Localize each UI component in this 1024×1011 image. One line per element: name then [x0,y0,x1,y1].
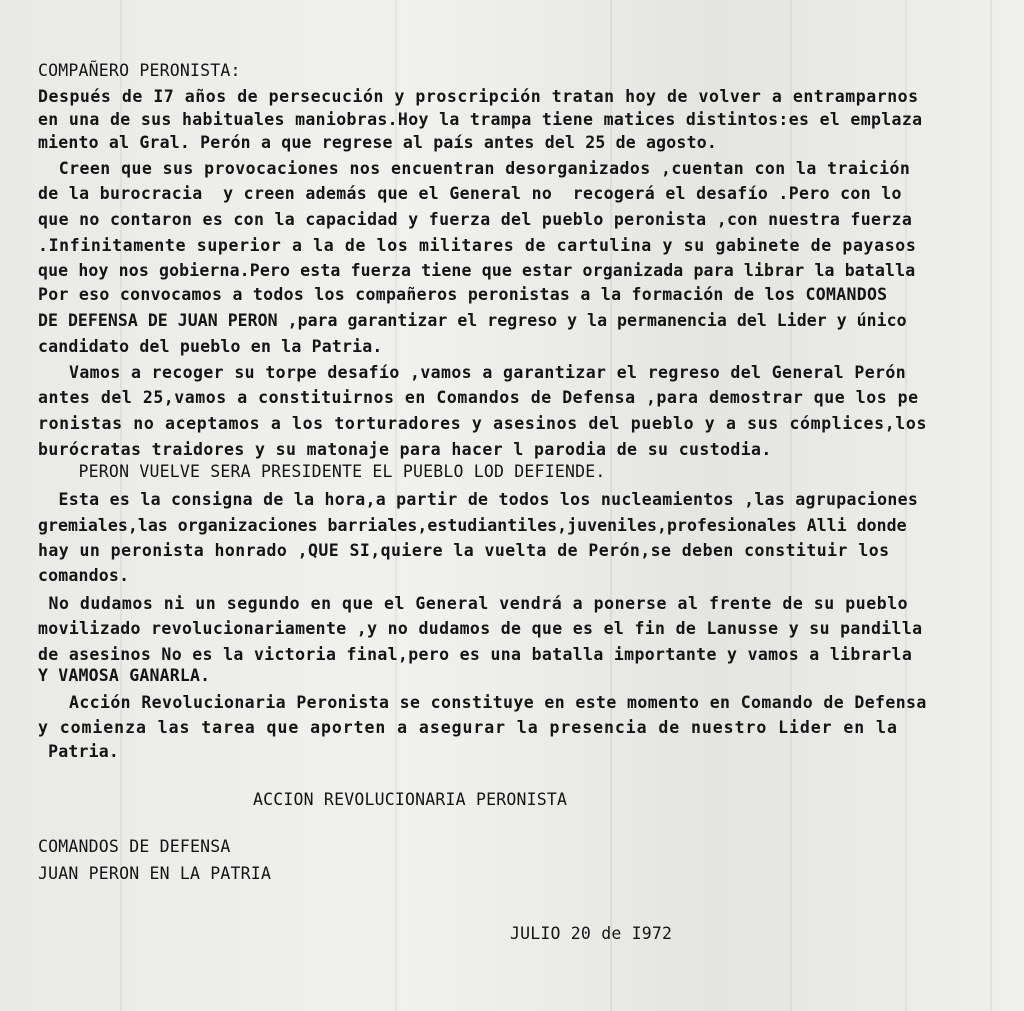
body-line: Esta es la consigna de la hora,a partir de todos los nucleamientos ,las agrupaciones [38,490,919,509]
body-line: Patria. [38,742,120,761]
body-line: movilizado revolucionariamente ,y no dudamos de que es el fin de Lanusse y su pandilla [38,619,923,638]
body-line: burócratas traidores y su matonaje para hacer l parodia de su custodia. [38,440,772,459]
body-line: Creen que sus provocaciones nos encuentran desorganizados ,cuentan con la traición [38,159,911,178]
body-line: miento al Gral. Perón a que regrese al país antes del 25 de agosto. [38,133,717,152]
body-line: PERON VUELVE SERA PRESIDENTE EL PUEBLO LOD DEFIENDE. [38,462,606,481]
body-line: candidato del pueblo en la Patria. [38,337,383,356]
footer-line: COMANDOS DE DEFENSA [38,837,231,856]
salutation: COMPAÑERO PERONISTA: [38,61,241,80]
body-line: antes del 25,vamos a constituirnos en Comandos de Defensa ,para demostrar que los pe [38,388,919,407]
body-line: Vamos a recoger su torpe desafío ,vamos a garantizar el regreso del General Perón [38,363,907,382]
body-line: .Infinitamente superior a la de los militares de cartulina y su gabinete de payasos [38,236,917,255]
body-line: en una de sus habituales maniobras.Hoy la trampa tiene matices distintos:es el emplaza [38,110,923,129]
body-line: DE DEFENSA DE JUAN PERON ,para garantizar el regreso y la permanencia del Lider y único [38,311,907,330]
footer-line: JUAN PERON EN LA PATRIA [38,864,272,883]
body-line: y comienza las tarea que aporten a asegurar la presencia de nuestro Lider en la [38,718,898,737]
body-line: que no contaron es con la capacidad y fuerza del pueblo peronista ,con nuestra fuerza [38,210,913,229]
body-line: que hoy nos gobierna.Pero esta fuerza tiene que estar organizada para librar la batalla [38,261,916,280]
body-line: Por eso convocamos a todos los compañeros peronistas a la formación de los COMANDOS [38,285,888,304]
body-line: Después de I7 años de persecución y proscripción tratan hoy de volver a entramparnos [38,87,919,106]
body-line: comandos. [38,566,130,585]
date: JULIO 20 de I972 [510,924,673,943]
body-line: ronistas no aceptamos a los torturadores y asesinos del pueblo y a sus cómplices,los [38,414,928,433]
body-line: hay un peronista honrado ,QUE SI,quiere la vuelta de Perón,se deben constituir los [38,541,890,560]
body-line: Y VAMOSA GANARLA. [38,666,211,685]
body-line: de la burocracia y creen además que el General no recogerá el desafío .Pero con lo [38,184,902,203]
body-line: No dudamos ni un segundo en que el General vendrá a ponerse al frente de su pueblo [38,594,909,613]
body-line: gremiales,las organizaciones barriales,estudiantiles,juveniles,profesionales Alli donde [38,516,907,535]
signature: ACCION REVOLUCIONARIA PERONISTA [253,790,568,809]
body-line: Acción Revolucionaria Peronista se constituye en este momento en Comando de Defensa [38,693,927,712]
body-line: de asesinos No es la victoria final,pero es una batalla importante y vamos a librarla [38,645,913,664]
